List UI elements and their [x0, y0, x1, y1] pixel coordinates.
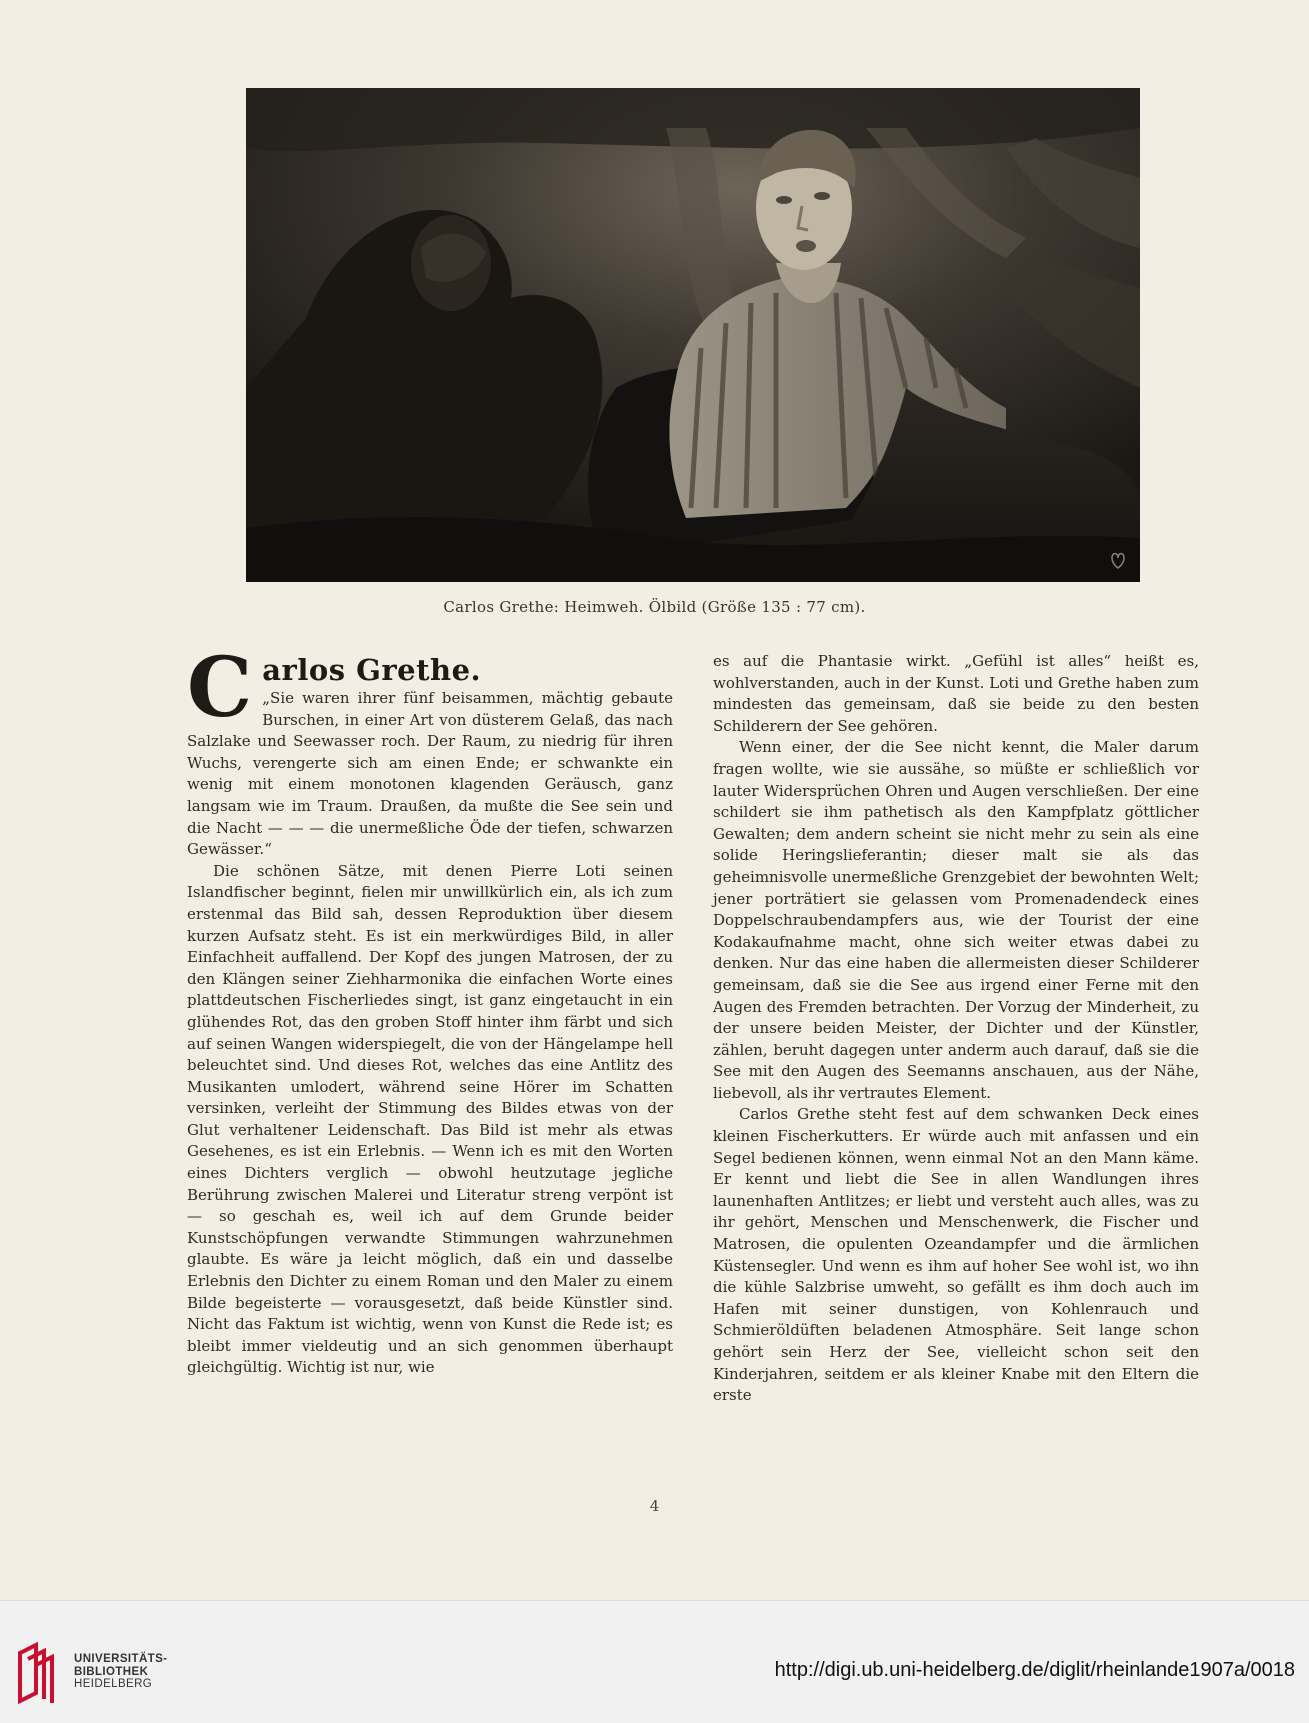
image-caption: Carlos Grethe: Heimweh. Ölbild (Größe 135 : 77 cm). [443, 598, 866, 616]
article-title: arlos Grethe. [262, 653, 482, 687]
paragraph-quote: „Sie waren ihrer fünf beisammen, mächtig gebaute Burschen, in einer Art von düsterem Gelaß, das nach Salzlake und Seewasser roch. Der Raum, zu niedrig für ihren Wuchs, verengerte sich am einen Ende; er schwankte ein wenig mit einem monotonen klagenden Geräusch, ganz langsam wie im Traum. Draußen, da mußte die See sein und die Nacht — — — die unermeßliche Öde der tiefen, schwarzen Gewässer.“ [187, 689, 673, 859]
library-footer [0, 1600, 1309, 1723]
article-column-left [187, 650, 673, 1379]
library-name: UNIVERSITÄTS- BIBLIOTHEK HEIDELBERG [74, 1653, 168, 1690]
page-number: 4 [649, 1497, 660, 1515]
painting-image [246, 88, 1140, 582]
paragraph-painters: Wenn einer, der die See nicht kennt, die Maler darum fragen wollte, wie sie aussähe, so müßte er schließlich vor lauter Widersprüchen Ohren und Augen verschließen. Der eine schildert sie ihm pathetisch als den Kampfplatz göttlicher Gewalten; dem andern scheint sie nicht mehr zu sein als eine solide Heringslieferantin; dieser malt sie als das geheimnisvolle unermeßliche Grenzgebiet der bewohnten Welt; jener porträtiert sie gelassen vom Promenadendeck eines Doppelschraubendampfers aus, wie der Tourist der eine Kodakaufnahme macht, ohne sich weiter etwas dabei zu denken. Nur das eine haben die allermeisten dieser Schilderer gemeinsam, daß sie die See aus irgend einer Ferne mit den Augen des Fremden betrachten. Der Vorzug der Minderheit, zu der unsere beiden Meister, der Dichter und der Künstler, zählen, beruht dagegen unter anderm auch darauf, daß sie die See mit den Augen des Seemanns anschauen, aus der Nähe, liebevoll, als ihr vertrautes Element. [713, 738, 1199, 1102]
article-column-right [713, 651, 1199, 1407]
paragraph-loti: Die schönen Sätze, mit denen Pierre Loti seinen Islandfischer beginnt, fielen mir unwillkürlich ein, als ich zum erstenmal das Bild sah, dessen Reproduktion über diesem kurzen Aufsatz steht. Es ist ein merkwürdiges Bild, in aller Einfachheit auffallend. Der Kopf des jungen Matrosen, der zu den Klängen seiner Ziehharmonika die einfachen Worte eines plattdeutschen Fischerliedes singt, ist ganz eingetaucht in ein glühendes Rot, das den groben Stoff hinter ihm färbt und sich auf seinen Wangen widerspiegelt, die von der Hängelampe hell beleuchtet sind. Und dieses Rot, welches das eine Antlitz des Musikanten umlodert, während seine Hörer im Schatten versinken, verleiht der Stimmung des Bildes etwas von der Glut verhaltener Leidenschaft. Das Bild ist mehr als etwas Gesehenes, es ist ein Erlebnis. — Wenn ich es mit den Worten eines Dichters verglich — obwohl heutzutage jegliche Berührung zwischen Malerei und Literatur streng verpönt ist — so geschah es, weil ich auf dem Grunde beider Kunstschöpfungen verwandte Stimmungen wahrzunehmen glaubte. Es wäre ja leicht möglich, daß ein und dasselbe Erlebnis den Dichter zu einem Roman und den Maler zu einem Bilde begeisterte — vorausgesetzt, daß beide Künstler sind. Nicht das Faktum ist wichtig, wenn von Kunst die Rede ist; es bleibt immer vieldeutig und an sich genommen überhaupt gleichgültig. Wichtig ist nur, wie [187, 861, 673, 1377]
permalink-url[interactable]: http://digi.ub.uni-heidelberg.de/diglit/rheinlande1907a/0018 [774, 1659, 1295, 1681]
paragraph-continuation: es auf die Phantasie wirkt. „Gefühl ist alles“ heißt es, wohlverstanden, auch in der Kunst. Loti und Grethe haben zum mindesten das gemeinsam, daß sie beide zu den besten Schilderern der See gehören. [713, 652, 1199, 735]
paragraph-grethe: Carlos Grethe steht fest auf dem schwanken Deck eines kleinen Fischerkutters. Er würde auch mit anfassen und ein Segel bedienen können, wenn einmal Not an den Mann käme. Er kennt und liebt die See in allen Wandlungen ihres launenhaften Antlitzes; er liebt und versteht auch alles, was zu ihr gehört, Menschen und Menschenwerk, die Fischer und Matrosen, die opulenten Ozeandampfer und die ärmlichen Küstensegler. Und wenn es ihm auf hoher See wohl ist, wo ihn die kühle Salzbrise umweht, so gefällt es ihm doch auch im Hafen mit seiner dunstigen, von Kohlenrauch und Schmieröldüften beladenen Atmosphäre. Seit lange schon gehört sein Herz der See, vielleicht schon seit den Kinderjahren, seitdem er als kleiner Knabe mit den Eltern die erste [713, 1105, 1199, 1405]
painting-reproduction [246, 88, 1140, 582]
article-headline [187, 650, 673, 861]
dropcap-letter: C [187, 650, 253, 736]
university-library-logo-icon [14, 1641, 64, 1707]
